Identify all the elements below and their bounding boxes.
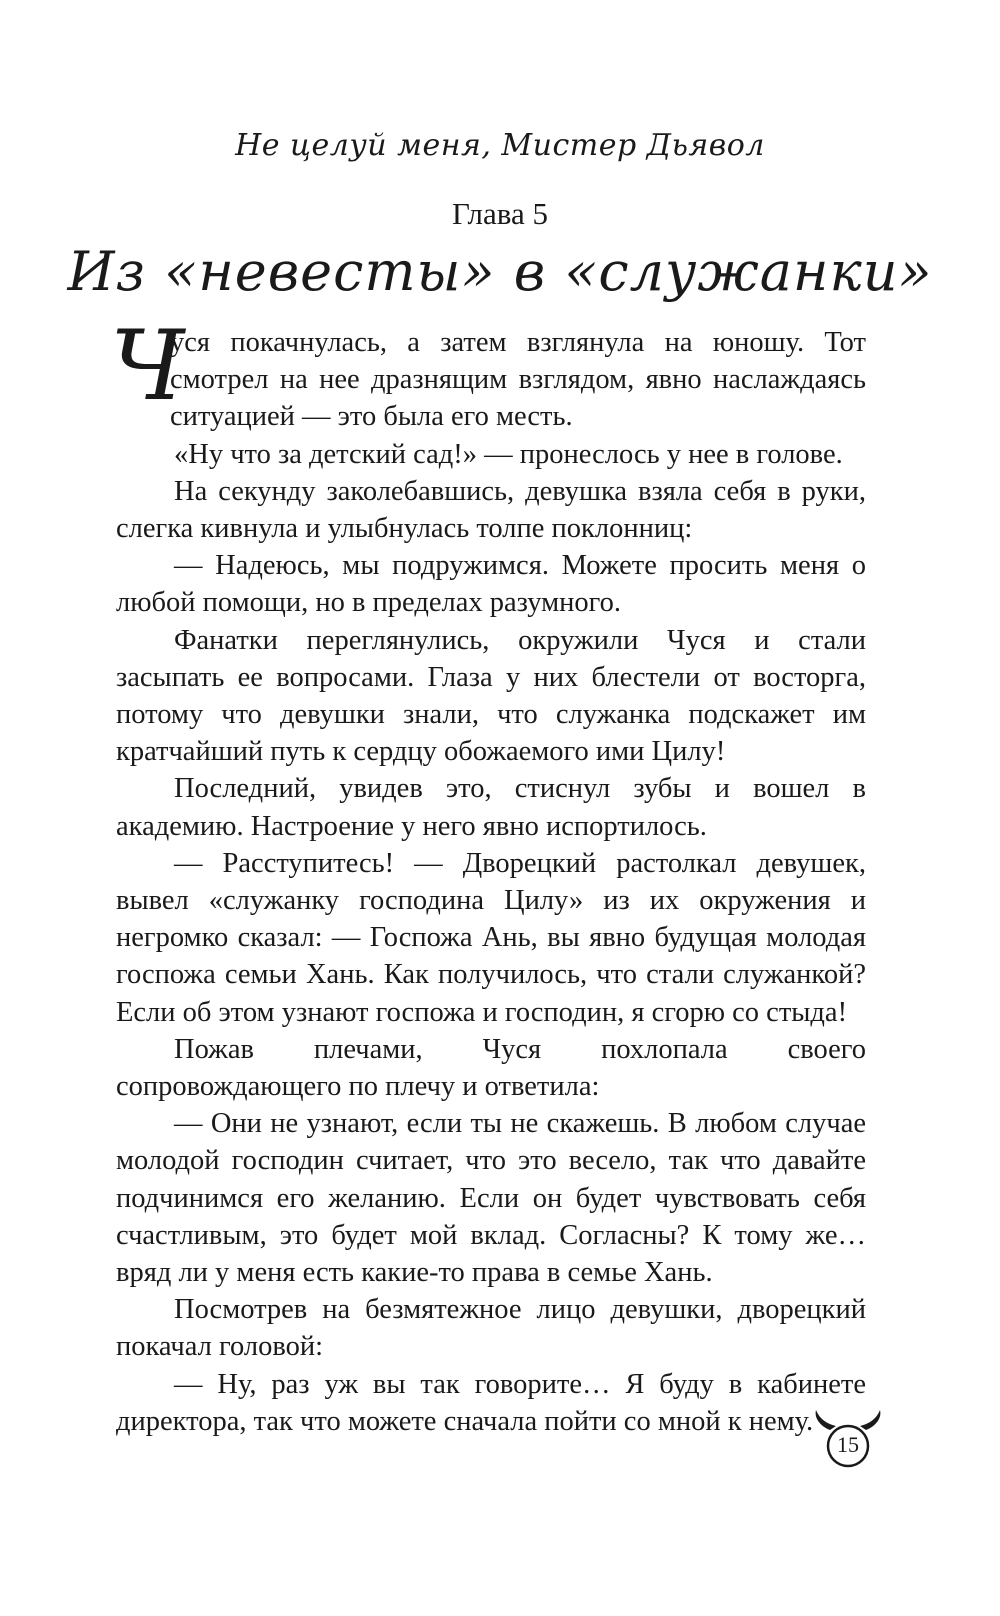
page-number — [808, 1410, 888, 1474]
paragraph-7: — Расступитесь! — Дворецкий растолкал девушек, вывел «служанку господина Цилу» из их окружения и негромко сказал: — Госпожа Ань, вы явно будущая молодая госпожа семьи Хань. Как получилось, что стали служанкой? Если об этом узнают госпожа и господин, я сгорю со стыда! — [116, 847, 866, 1028]
paragraph-6: Последний, увидев это, стиснул зубы и вошел в академию. Настроение у него явно испортилось. — [116, 773, 866, 842]
paragraph-11: — Ну, раз уж вы так говорите… Я буду в кабинете директора, так что можете сначала пойти со мной к нему. — [116, 1368, 866, 1437]
page-number-text: 15 — [837, 1432, 859, 1457]
paragraph-3: На секунду заколебавшись, девушка взяла себя в руки, слегка кивнула и улыбнулась толпе поклонниц: — [116, 475, 866, 545]
paragraph-2: «Ну что за детский сад!» — пронеслось у нее в голове. — [174, 438, 843, 470]
paragraph-8: Пожав плечами, Чуся похлопала своего сопровождающего по плечу и ответила: — [116, 1033, 866, 1103]
drop-cap: Ч — [110, 310, 185, 422]
body-text — [110, 310, 866, 1440]
running-head: Не целуй меня, Мистер Дьявол — [235, 128, 765, 163]
paragraph-4: — Надеюсь, мы подружимся. Можете просить меня о любой помощи, но в пределах разумного. — [116, 550, 866, 619]
paragraph-5: Фанатки переглянулись, окружили Чуся и стали засыпать ее вопросами. Глаза у них блестели от восторга, потому что девушки знали, что служанка подскажет им кратчайший путь к сердцу обожаемого ими Цилу! — [116, 624, 866, 768]
paragraph-1-text: уся покачнулась, а затем взглянула на юношу. Тот смотрел на нее дразнящим взглядом, явно наслаждаясь ситуацией — это была его месть. — [170, 327, 866, 433]
paragraph-9: — Они не узнают, если ты не скажешь. В любом случае молодой господин считает, что это весело, так что давайте подчинимся его желанию. Если он будет чувствовать себя счастливым, это будет мой вклад. Согласны? К тому же… вряд ли у меня есть какие-то права в семье Хань. — [116, 1108, 866, 1289]
chapter-label: Глава 5 — [451, 196, 549, 231]
paragraph-1 — [110, 310, 866, 436]
paragraph-10: Посмотрев на безмятежное лицо девушки, дворецкий покачал головой: — [116, 1294, 866, 1363]
chapter-title: Из «невесты» в «служанки» — [67, 240, 933, 303]
